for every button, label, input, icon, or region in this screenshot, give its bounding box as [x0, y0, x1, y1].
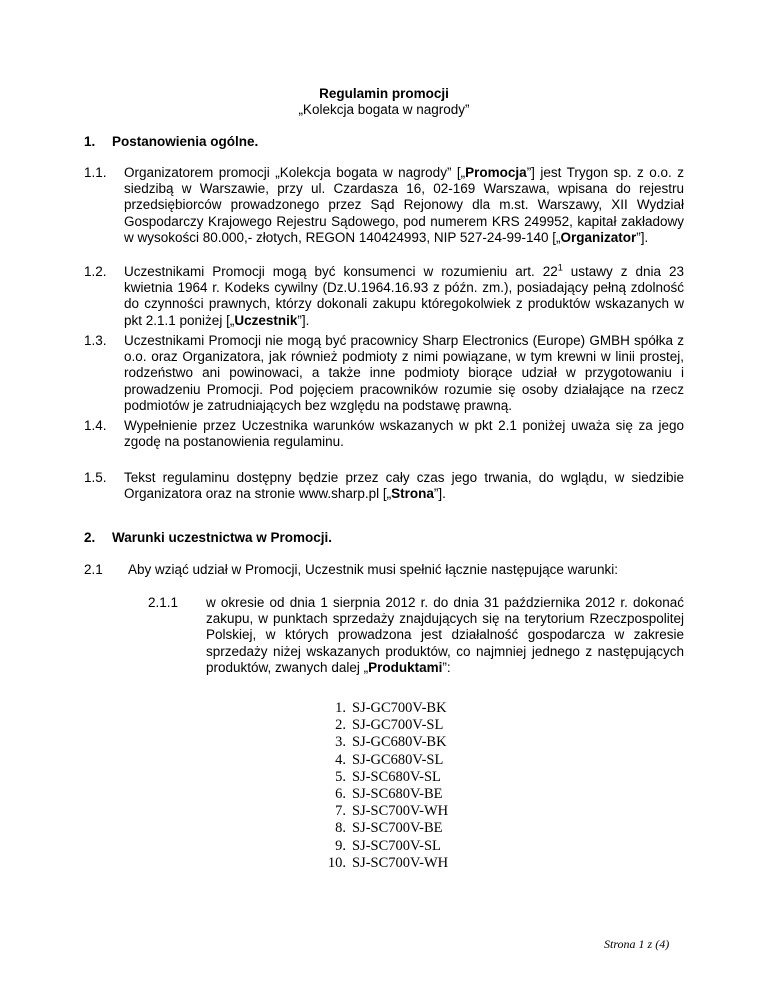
section-title: Warunki uczestnictwa w Promocji. [112, 530, 333, 545]
text-run: ”: [442, 659, 451, 675]
product-item [320, 717, 448, 734]
product-item [320, 734, 448, 751]
section-number: 2. [84, 530, 96, 545]
document-subtitle: „Kolekcja bogata w nagrody” [298, 102, 470, 117]
product-number: 7. [335, 803, 346, 820]
text-run: w okresie od dnia 1 sierpnia 2012 r. do dnia 31 października 2012 r. dokonać zakupu, w punktach sprzedaży znajdujących się na terytorium Rzeczpospolitej Polskiej, w których prowadzona jest działalność gospodarcza w zakresie sprzedaży niżej wskazanych produktów, co najmniej jednego z następujących produktów, zwanych dalej „ [206, 595, 684, 675]
product-number: 9. [335, 837, 346, 854]
text-run: ”]. [636, 229, 649, 245]
paragraph-text: Aby wziąć udział w Promocji, Uczestnik musi spełnić łącznie następujące warunki: [128, 562, 618, 577]
product-number: 4. [335, 751, 346, 768]
product-item [320, 803, 448, 820]
page-footer: Strona 1 z (4) [604, 937, 670, 951]
paragraph-1-3 [84, 333, 684, 414]
product-number: 5. [335, 768, 346, 785]
product-item [320, 855, 448, 872]
paragraph-1-2 [84, 264, 684, 329]
product-number: 8. [335, 820, 346, 837]
product-number: 10. [327, 854, 346, 871]
paragraph-text [124, 470, 684, 502]
paragraph-text [124, 264, 684, 329]
defined-term: Strona [391, 486, 434, 502]
defined-term: Organizator [560, 229, 637, 245]
section-title: Postanowienia ogólne. [112, 134, 259, 149]
paragraph-text: Uczestnikami Promocji nie mogą być pracownicy Sharp Electronics (Europe) GMBH spółka z o.o. oraz Organizatora, jak również podmioty z nimi powiązane, w tym krewni w linii prostej, rodzeństwo ani powinowaci, a także inne podmioty biorące udział w przygotowaniu i prowadzeniu Promocji. Pod pojęciem pracowników rozumie się osoby działające na rzecz podmiotów je zatrudniających bez względu na podstawę prawną. [124, 333, 684, 413]
defined-term: Promocja [465, 165, 527, 180]
superscript: 1 [557, 262, 563, 273]
product-item [320, 752, 448, 769]
product-number: 2. [335, 717, 346, 734]
paragraph-number: 1.2. [84, 264, 107, 279]
paragraph-number: 1.5. [84, 470, 107, 485]
product-name: SJ-GC680V-BK [352, 734, 447, 751]
paragraph-2-1 [84, 562, 618, 577]
product-name: SJ-SC700V-WH [352, 854, 449, 871]
paragraph-1-4 [84, 418, 684, 450]
paragraph-1-1 [84, 165, 684, 246]
document-title: Regulamin promocji [319, 86, 449, 101]
paragraph-number: 2.1.1 [148, 595, 179, 610]
text-run: ”] jest Trygon sp. z o.o. z siedzibą w Warszawie, przy ul. Czardasza 16, 02-169 Warszawa, wpisana do rejestru przedsiębiorców prowadzonego przez Sąd Rejonowy dla m.st. Warszawy, XII Wydział Gospodarczy Krajowego Rejestru Sądowego, pod numerem KRS 249952, kapitał zakładowy w wysokości 80.000,- złotych, REGON 140424993, NIP 527-24-99-140 [„ [124, 165, 684, 245]
product-number: 3. [335, 734, 346, 751]
paragraph-text: Wypełnienie przez Uczestnika warunków wskazanych w pkt 2.1 poniżej uważa się za jego zgodę na postanowienia regulaminu. [124, 418, 684, 450]
product-number: 6. [335, 786, 346, 803]
product-number: 1. [335, 700, 346, 716]
text-run: Organizatorem promocji „Kolekcja bogata w nagrody” [„ [124, 165, 466, 180]
product-item [320, 786, 448, 803]
product-item [320, 769, 448, 786]
paragraph-number: 2.1 [84, 562, 103, 577]
text-run: ”]. [297, 312, 310, 328]
defined-term: Uczestnik [234, 312, 298, 328]
product-name: SJ-GC700V-SL [352, 717, 444, 734]
text-run: ”]. [433, 486, 446, 502]
section-heading-2 [84, 530, 332, 545]
product-name: SJ-SC700V-SL [352, 837, 441, 854]
product-name: SJ-GC680V-SL [352, 751, 444, 768]
product-item [320, 700, 448, 717]
defined-term: Produktami [368, 659, 443, 675]
product-item [320, 838, 448, 855]
section-number: 1. [84, 134, 96, 149]
paragraph-2-1-1 [148, 595, 684, 676]
paragraph-number: 1.3. [84, 333, 107, 348]
product-name: SJ-SC700V-BE [352, 820, 443, 837]
text-run: Uczestnikami Promocji mogą być konsumenci w rozumieniu art. 22 [124, 264, 558, 279]
paragraph-text [206, 595, 684, 676]
text-run: ustawy z dnia 23 kwietnia 1964 r. Kodeks cywilny (Dz.U.1964.16.93 z późn. zm.), posiadający pełną zdolność do czynności prawnych, którzy dokonali zakupu któregokolwiek z produktów wskazanych w pkt 2.1.1 poniżej [„ [124, 264, 684, 328]
product-list [320, 700, 448, 872]
product-name: SJ-SC700V-WH [352, 803, 449, 820]
paragraph-number: 1.4. [84, 418, 107, 433]
paragraph-number: 1.1. [84, 165, 107, 180]
product-name: SJ-SC680V-SL [352, 768, 441, 785]
paragraph-text [124, 165, 684, 246]
paragraph-1-5 [84, 470, 684, 502]
text-run: Tekst regulaminu dostępny będzie przez cały czas jego trwania, do wglądu, w siedzibie Organizatora oraz na stronie www.sharp.pl [„ [124, 470, 684, 502]
product-name: SJ-SC680V-BE [352, 786, 443, 803]
section-heading-1 [84, 134, 258, 149]
product-item [320, 820, 448, 837]
product-name: SJ-GC700V-BK [352, 700, 447, 716]
